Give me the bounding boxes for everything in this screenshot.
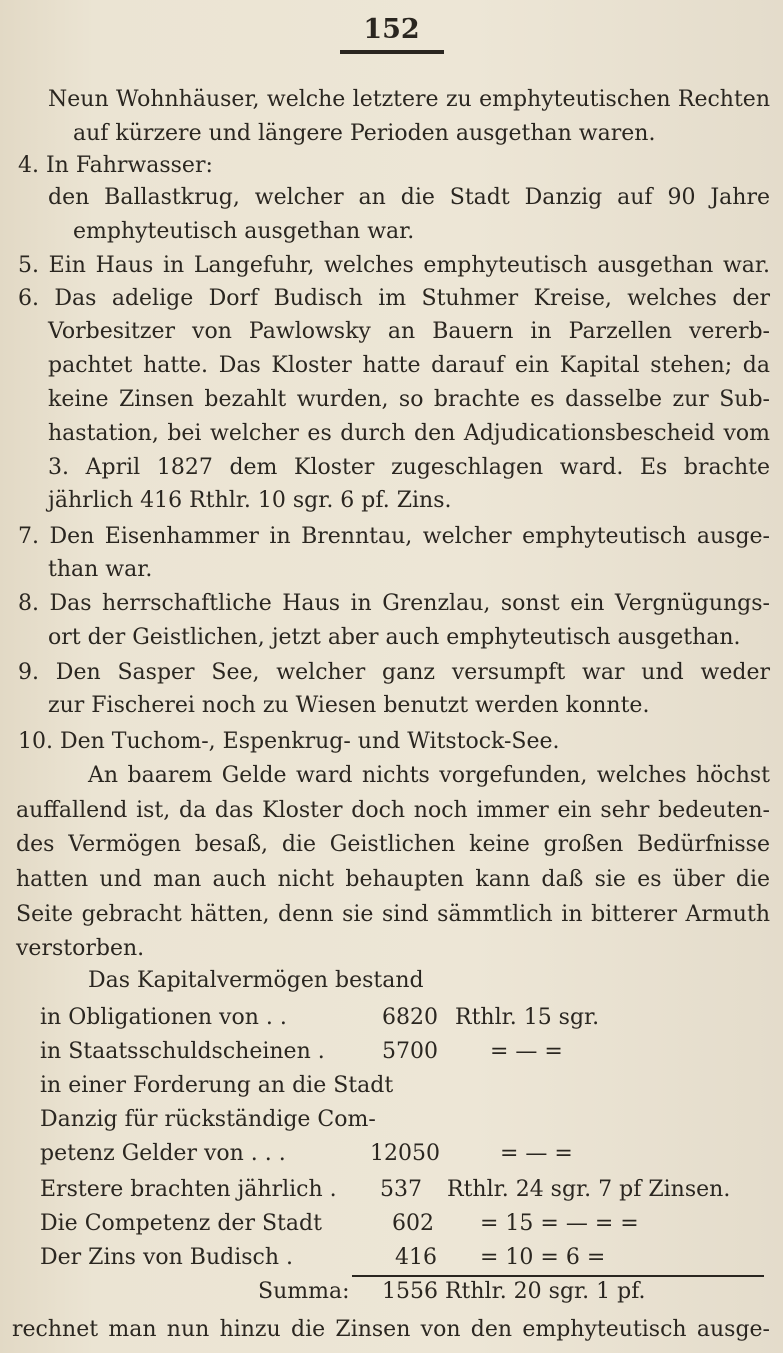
table-row-unit: Rthlr. 15 sgr. (455, 1005, 600, 1030)
page-number: 152 (363, 14, 420, 45)
table-row-label: in einer Forderung an die Stadt (40, 1073, 394, 1098)
summa-value: 1556 Rthlr. 20 sgr. 1 pf. (382, 1279, 646, 1304)
summa-label: Summa: (258, 1279, 350, 1304)
paragraph-line-1: An baarem Gelde ward nichts vorgefunden, welches höchst (88, 763, 770, 788)
text-line-1: Neun Wohnhäuser, welche letztere zu emphyteutischen Rechten (48, 87, 770, 112)
table-row-unit: = 10 = 6 = (480, 1245, 606, 1270)
text-line-4: den Ballastkrug, welcher an die Stadt Danzig auf 90 Jahre (48, 185, 770, 210)
list-item-6: 6. Das adelige Dorf Budisch im Stuhmer Kreise, welches der (18, 286, 770, 311)
paragraph-line-5: Seite gebracht hätten, denn sie sind sämmtlich in bitterer Armuth (16, 902, 770, 927)
text-line-19: zur Fischerei noch zu Wiesen benutzt werden konnte. (48, 693, 650, 718)
table-row-amount: 6820 (382, 1005, 438, 1030)
table-row-amount: 12050 (370, 1141, 440, 1166)
text-line-13: jährlich 416 Rthlr. 10 sgr. 6 pf. Zins. (48, 488, 452, 513)
table-row-unit: = — = (500, 1141, 573, 1166)
summa-rule (352, 1275, 764, 1277)
text-line-5: emphyteutisch ausgethan war. (73, 219, 415, 244)
paragraph-line-3: des Vermögen besaß, die Geistlichen keine großen Bedürfnisse (16, 832, 770, 857)
paragraph-line-2: auffallend ist, da das Kloster doch noch immer ein sehr bedeuten- (16, 798, 770, 823)
list-item-7: 7. Den Eisenhammer in Brenntau, welcher emphyteutisch ausge- (18, 524, 770, 549)
table-row-amount: 416 (395, 1245, 437, 1270)
capital-heading: Das Kapitalvermögen bestand (88, 968, 424, 993)
table-row-label: in Staatsschuldscheinen . (40, 1039, 325, 1064)
list-item-8: 8. Das herrschaftliche Haus in Grenzlau, sonst ein Vergnügungs- (18, 591, 770, 616)
list-item-5: 5. Ein Haus in Langefuhr, welches emphyteutisch ausgethan war. (18, 253, 770, 278)
table-row-label: Die Competenz der Stadt (40, 1211, 322, 1236)
table-row-unit: Rthlr. 24 sgr. 7 pf Zinsen. (447, 1177, 731, 1202)
table-row-label: Erstere brachten jährlich . (40, 1177, 337, 1202)
text-line-2: auf kürzere und längere Perioden ausgethan waren. (73, 121, 656, 146)
text-line-17: ort der Geistlichen, jetzt aber auch emphyteutisch ausgethan. (48, 625, 741, 650)
table-row-unit: = — = (490, 1039, 563, 1064)
paragraph-line-6: verstorben. (16, 936, 145, 961)
table-row-amount: 5700 (382, 1039, 438, 1064)
table-row-amount: 537 (380, 1177, 422, 1202)
last-text-line: rechnet man nun hinzu die Zinsen von den emphyteutisch ausge- (12, 1317, 770, 1342)
page-number-rule (340, 50, 444, 54)
text-line-12: 3. April 1827 dem Kloster zugeschlagen ward. Es brachte (48, 455, 770, 480)
table-row-unit: = 15 = — = = (480, 1211, 639, 1236)
text-line-15: than war. (48, 557, 153, 582)
text-line-11: hastation, bei welcher es durch den Adjudicationsbescheid vom (48, 421, 770, 446)
text-line-10: keine Zinsen bezahlt wurden, so brachte es dasselbe zur Sub- (48, 387, 770, 412)
table-row-label: in Obligationen von . . (40, 1005, 287, 1030)
list-item-4-heading: 4. In Fahrwasser: (18, 153, 213, 178)
list-item-10: 10. Den Tuchom-, Espenkrug- und Witstock-See. (18, 729, 560, 754)
text-line-8: Vorbesitzer von Pawlowsky an Bauern in Parzellen vererb- (48, 319, 770, 344)
table-row-label: petenz Gelder von . . . (40, 1141, 286, 1166)
table-row-label: Der Zins von Budisch . (40, 1245, 293, 1270)
text-line-9: pachtet hatte. Das Kloster hatte darauf ein Kapital stehen; da (48, 353, 770, 378)
list-item-9: 9. Den Sasper See, welcher ganz versumpft war und weder (18, 660, 770, 685)
table-row-label: Danzig für rückständige Com- (40, 1107, 376, 1132)
paragraph-line-4: hatten und man auch nicht behaupten kann daß sie es über die (16, 867, 770, 892)
table-row-amount: 602 (392, 1211, 434, 1236)
